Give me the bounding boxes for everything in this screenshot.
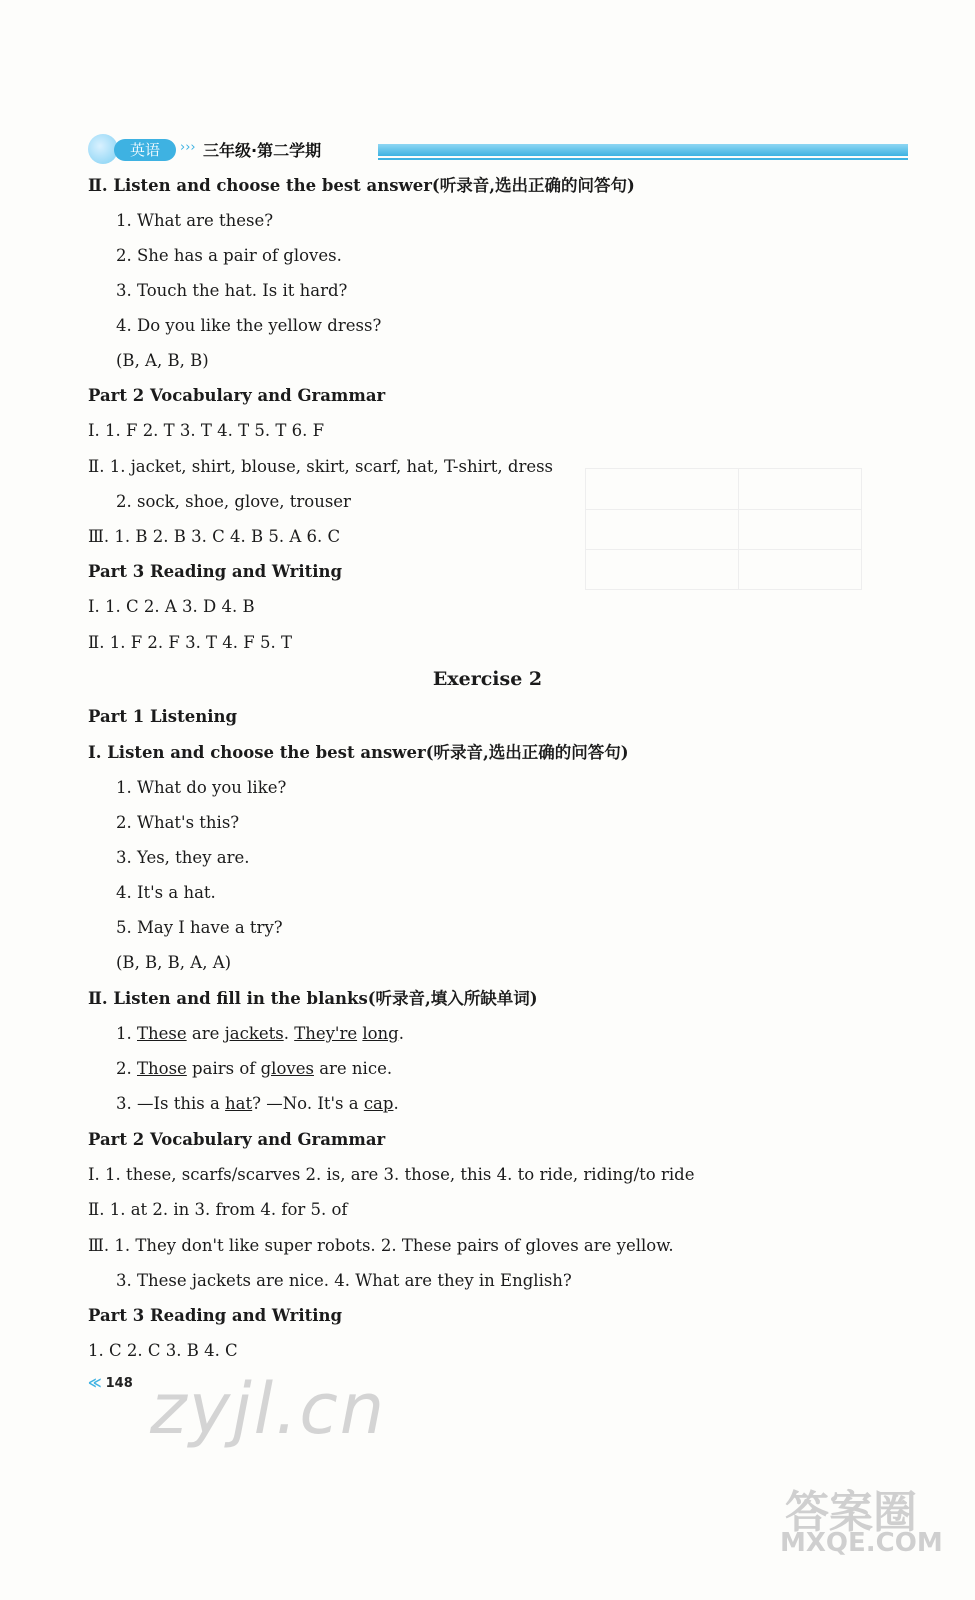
subject-badge: 英语 xyxy=(114,139,176,161)
answer-key: (B, A, B, B) xyxy=(116,351,209,370)
answer-row: 1. C 2. C 3. B 4. C xyxy=(88,1341,238,1360)
part-title: Part 3 Reading and Writing xyxy=(88,562,343,581)
part-title: Part 3 Reading and Writing xyxy=(88,1306,343,1325)
list-item: 4. It's a hat. xyxy=(116,883,216,902)
part-title: Part 2 Vocabulary and Grammar xyxy=(88,386,386,405)
bleed-table xyxy=(585,468,862,590)
grade-label: 三年级·第二学期 xyxy=(203,141,322,160)
header-rule xyxy=(378,158,908,160)
list-item: 1. What do you like? xyxy=(116,778,287,797)
answer-row: Ⅲ. 1. B 2. B 3. C 4. B 5. A 6. C xyxy=(88,527,341,546)
answer-row: Ⅰ. 1. these, scarfs/scarves 2. is, are 3. those, this 4. to ride, riding/to ride xyxy=(88,1165,695,1184)
list-item: 1. What are these? xyxy=(116,211,274,230)
answer-row: 2. sock, shoe, glove, trouser xyxy=(116,492,351,511)
list-item: 2. She has a pair of gloves. xyxy=(116,246,342,265)
answer-row: Ⅰ. 1. F 2. T 3. T 4. T 5. T 6. F xyxy=(88,421,325,440)
list-item: 3. Yes, they are. xyxy=(116,848,250,867)
page-number: ≪ 148 xyxy=(88,1376,133,1391)
page-header xyxy=(88,130,908,166)
answer-row: 3. These jackets are nice. 4. What are they in English? xyxy=(116,1271,572,1290)
fill-item: 2. Those pairs of gloves are nice. xyxy=(116,1059,393,1078)
list-item: 3. Touch the hat. Is it hard? xyxy=(116,281,348,300)
answer-row: Ⅱ. 1. F 2. F 3. T 4. F 5. T xyxy=(88,633,292,652)
double-chevron-icon: ≪ xyxy=(88,1376,102,1391)
question-title: Ⅱ. Listen and choose the best answer(听录音,选出正确的问答句) xyxy=(88,176,635,195)
watermark-site: zyjl.cn xyxy=(150,1368,387,1450)
chevrons-icon: ››› xyxy=(180,140,196,155)
answer-row: Ⅱ. 1. jacket, shirt, blouse, skirt, scarf, hat, T-shirt, dress xyxy=(88,457,554,476)
exercise-title: Exercise 2 xyxy=(432,668,543,690)
part-title: Part 2 Vocabulary and Grammar xyxy=(88,1130,386,1149)
part-title: Part 1 Listening xyxy=(88,707,238,726)
fill-item: 1. These are jackets. They're long. xyxy=(116,1024,404,1043)
list-item: 5. May I have a try? xyxy=(116,918,283,937)
answer-row: Ⅰ. 1. C 2. A 3. D 4. B xyxy=(88,597,255,616)
header-bar xyxy=(378,144,908,156)
answer-row: Ⅱ. 1. at 2. in 3. from 4. for 5. of xyxy=(88,1200,348,1219)
question-title: Ⅱ. Listen and fill in the blanks(听录音,填入所缺单词) xyxy=(88,989,538,1008)
list-item: 4. Do you like the yellow dress? xyxy=(116,316,382,335)
answer-key: (B, B, B, A, A) xyxy=(116,953,232,972)
watermark-brand: 答案圈 xyxy=(785,1487,917,1538)
watermark-domain: MXQE.COM xyxy=(780,1528,943,1558)
fill-item: 3. —Is this a hat? —No. It's a cap. xyxy=(116,1094,399,1113)
question-title: Ⅰ. Listen and choose the best answer(听录音,选出正确的问答句) xyxy=(88,743,629,762)
list-item: 2. What's this? xyxy=(116,813,240,832)
answer-row: Ⅲ. 1. They don't like super robots. 2. These pairs of gloves are yellow. xyxy=(88,1236,674,1255)
